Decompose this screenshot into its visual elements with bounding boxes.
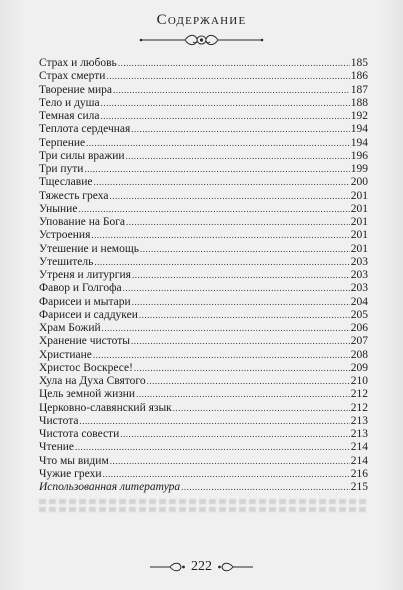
footer-ornament-left-icon <box>148 561 186 573</box>
toc-entry <box>39 322 368 335</box>
toc-entry-title: Фарисеи и мытари <box>39 295 131 308</box>
toc-entry-title: Тяжесть греха <box>39 189 109 202</box>
toc-entry-title: Чистота <box>39 414 79 427</box>
dot-leader <box>109 190 349 203</box>
dot-leader <box>79 415 349 428</box>
dot-leader <box>102 322 350 335</box>
toc-entry-title: Устроения <box>39 229 91 242</box>
toc-entry <box>39 70 368 83</box>
dot-leader <box>140 243 350 256</box>
toc-entry <box>39 57 368 70</box>
dot-leader <box>93 349 350 362</box>
dot-leader <box>139 309 350 322</box>
toc-entry <box>39 375 368 388</box>
toc-entry-title: Чужие грехи <box>39 467 102 480</box>
dot-leader <box>131 123 349 136</box>
toc-entry-title: Утреня и литургия <box>39 269 131 281</box>
toc-entry <box>39 110 368 123</box>
toc-entry-title: Цель земной жизни <box>39 388 136 401</box>
toc-entry <box>39 229 368 242</box>
toc-entry <box>39 309 368 322</box>
toc-entry-page: 214 <box>350 454 368 467</box>
toc-entry <box>39 296 368 309</box>
dot-leader <box>181 481 350 494</box>
dot-leader <box>106 70 349 83</box>
dot-leader <box>126 150 350 163</box>
dot-leader <box>123 282 350 295</box>
toc-entry-page: 200 <box>350 176 368 189</box>
toc-entry-title: Хранение чистоты <box>39 335 130 348</box>
dot-leader <box>120 428 350 441</box>
toc-entry-title: Утешитель <box>39 255 94 268</box>
toc-entry-title: Страх смерти <box>39 70 106 83</box>
toc-entry <box>39 335 368 348</box>
toc-entry <box>39 468 368 481</box>
dot-leader <box>78 203 349 216</box>
toc-entry-title: Христиане <box>39 348 92 361</box>
toc-entry-page: 206 <box>350 322 368 334</box>
dot-leader <box>126 216 350 229</box>
toc-entry <box>39 123 368 136</box>
dot-leader <box>173 402 350 415</box>
toc-entry-page: 201 <box>350 202 368 215</box>
toc-entry-title: Темная сила <box>39 110 100 122</box>
page-footer <box>0 559 403 575</box>
toc-entry-page: 210 <box>350 375 368 387</box>
dot-leader <box>118 57 350 70</box>
toc-entry-title: Церковно-славянский язык <box>39 401 172 414</box>
toc-entry <box>39 137 368 150</box>
toc-entry-page: 212 <box>350 401 368 414</box>
toc-entry-title: Страх и любовь <box>39 57 117 69</box>
toc-entry <box>39 362 368 375</box>
dot-leader <box>101 97 350 110</box>
toc-entry-title: Уныние <box>39 202 78 215</box>
toc-entry-page: 203 <box>350 282 368 295</box>
toc-entry <box>39 481 368 494</box>
toc-entry-page: 201 <box>350 242 368 255</box>
toc-entry-page: 212 <box>350 388 368 401</box>
toc-entry-page: 201 <box>350 216 368 228</box>
dot-leader <box>147 375 350 388</box>
toc-entry <box>39 203 368 216</box>
toc-entry <box>39 243 368 256</box>
toc-entry-title: Три силы вражии <box>39 149 125 162</box>
dot-leader <box>132 296 350 309</box>
page-number: 222 <box>191 559 212 574</box>
toc-entry-page: 208 <box>350 348 368 361</box>
toc-entry-page: 215 <box>350 481 368 493</box>
toc-entry <box>39 163 368 176</box>
toc-entry-title: Терпение <box>39 136 86 149</box>
dot-leader <box>132 269 350 282</box>
dot-leader <box>131 335 350 348</box>
toc-entry-page: 207 <box>350 335 368 348</box>
toc-entry <box>39 282 368 295</box>
toc-entry <box>39 388 368 401</box>
toc-entry-title: Что мы видим <box>39 454 109 467</box>
toc-entry-page: 205 <box>350 308 368 321</box>
toc-entry-page: 196 <box>350 149 368 162</box>
toc-entry-page: 203 <box>350 255 368 268</box>
toc-entry-page: 199 <box>350 163 368 175</box>
toc-entry-page: 186 <box>350 70 368 83</box>
dot-leader <box>86 137 350 150</box>
toc-entry <box>39 256 368 269</box>
toc-entry-title: Использованная литература <box>39 481 181 493</box>
bleed-through-text <box>39 496 368 520</box>
toc-entry-page: 201 <box>350 229 368 242</box>
page-title: Содержание <box>156 12 247 28</box>
toc-entry <box>39 190 368 203</box>
dot-leader <box>93 176 349 189</box>
toc-entry-page: 201 <box>350 189 368 202</box>
dot-leader <box>136 388 350 401</box>
toc-entry <box>39 402 368 415</box>
footer-ornament-right-icon <box>217 561 255 573</box>
toc-entry-page: 203 <box>350 269 368 281</box>
toc-entry-page: 209 <box>350 361 368 374</box>
ornament-divider-icon <box>139 31 264 49</box>
toc-entry <box>39 349 368 362</box>
toc-entry <box>39 176 368 189</box>
dot-leader <box>75 441 350 454</box>
toc-entry-title: Храм Божий <box>39 322 101 334</box>
toc-entry-page: 194 <box>350 136 368 149</box>
toc-entry-title: Теплота сердечная <box>39 123 131 136</box>
toc-entry-title: Творение мира <box>39 83 112 96</box>
dot-leader <box>102 468 349 481</box>
toc-entry-page: 194 <box>350 123 368 136</box>
toc-entry-page: 213 <box>350 428 368 440</box>
toc-entry <box>39 428 368 441</box>
toc-entry-page: 216 <box>350 467 368 480</box>
toc-entry <box>39 97 368 110</box>
dot-leader <box>101 110 350 123</box>
dot-leader <box>113 84 350 97</box>
dot-leader <box>110 455 350 468</box>
toc-entry-title: Чистота совести <box>39 428 120 440</box>
dot-leader <box>134 362 350 375</box>
toc-entry <box>39 150 368 163</box>
toc-entry <box>39 455 368 468</box>
toc-entry-title: Фарисеи и саддукеи <box>39 308 138 321</box>
toc-entry <box>39 415 368 428</box>
toc-entry <box>39 84 368 97</box>
toc-entry-page: 192 <box>350 110 368 122</box>
toc-entry <box>39 441 368 454</box>
toc-entry-page: 204 <box>350 295 368 308</box>
toc-entry-title: Тщеславие <box>39 176 93 189</box>
toc-entry-title: Тело и душа <box>39 96 100 109</box>
toc-entry <box>39 216 368 229</box>
toc-entry-title: Чтение <box>39 441 75 454</box>
toc-entry-title: Хула на Духа Святого <box>39 375 146 387</box>
toc-entry-title: Христос Воскресе! <box>39 361 133 374</box>
toc-entry-title: Утешение и немощь <box>39 242 139 255</box>
dot-leader <box>84 163 349 176</box>
toc-entry-page: 188 <box>350 96 368 109</box>
toc-entry-page: 213 <box>350 414 368 427</box>
toc-entry-page: 214 <box>350 441 368 454</box>
toc-entry-title: Упование на Бога <box>39 216 126 228</box>
dot-leader <box>91 229 349 242</box>
toc-entry-title: Фавор и Голгофа <box>39 282 122 295</box>
table-of-contents <box>39 57 368 494</box>
toc-entry-title: Три пути <box>39 163 84 175</box>
toc-entry <box>39 269 368 282</box>
toc-entry-page: 187 <box>350 83 368 96</box>
dot-leader <box>94 256 349 269</box>
toc-entry-page: 185 <box>350 57 368 69</box>
